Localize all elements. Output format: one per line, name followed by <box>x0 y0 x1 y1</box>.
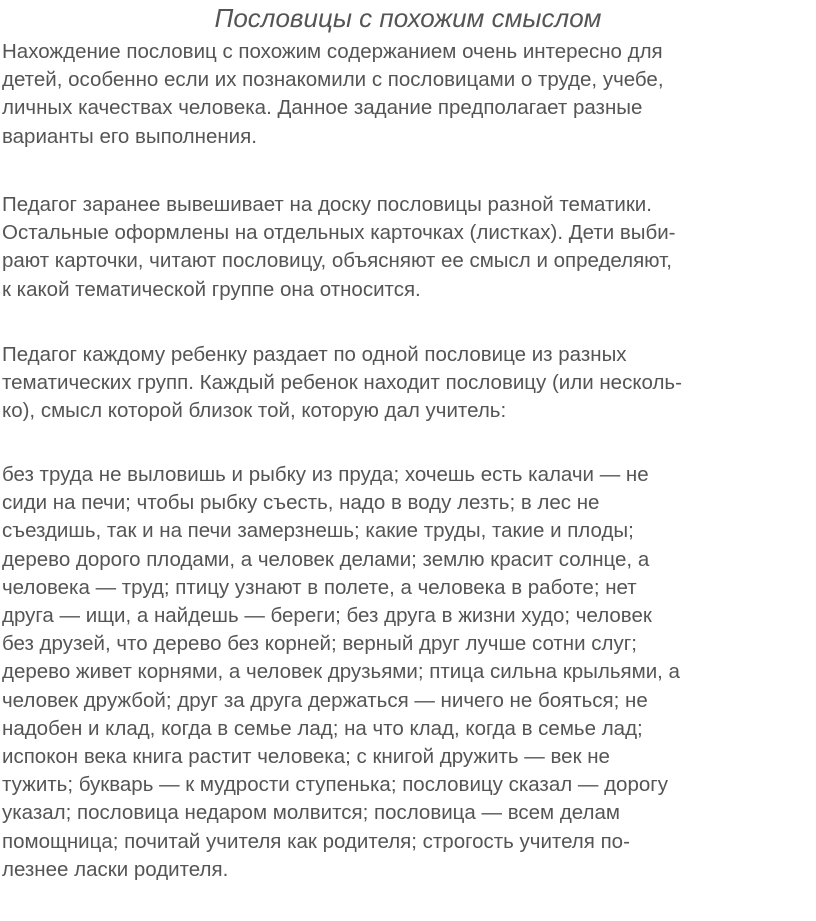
text-line: сиди на печи; чтобы рыбку съесть, надо в воду лезть; в лес не <box>2 491 600 515</box>
text-line: к какой тематической группе она относится. <box>2 277 421 301</box>
text-line: варианты его выполнения. <box>2 124 257 148</box>
text-line: испокон века книга растит человека; с книгой дружить — век не <box>2 745 610 769</box>
paragraph-variant-one <box>2 191 814 304</box>
paragraph-intro <box>2 38 814 151</box>
text-line: дерево дорого плодами, а человек делами; землю красит солнце, а <box>2 547 650 571</box>
text-line: тематических групп. Каждый ребенок находит пословицу (или несколь- <box>2 371 682 395</box>
page-title: Пословицы с похожим смыслом <box>214 3 602 33</box>
text-line: лезнее ласки родителя. <box>2 857 229 881</box>
paragraph-proverbs-list <box>2 461 814 884</box>
text-line: человека — труд; птицу узнают в полете, а человека в работе; нет <box>2 575 637 599</box>
text-line: надобен и клад, когда в семье лад; на что клад, когда в семье лад; <box>2 716 643 740</box>
text-line: рают карточки, читают пословицу, объясняют ее смысл и определяют, <box>2 249 672 273</box>
text-line: Остальные оформлены на отдельных карточках (листках). Дети выби- <box>2 221 676 245</box>
text-line: Педагог каждому ребенку раздает по одной пословице из разных <box>2 343 627 366</box>
text-line: тужить; букварь — к мудрости ступенька; пословицу сказал — дорогу <box>2 773 668 797</box>
text-line: личных качествах человека. Данное задание предполагает разные <box>2 96 643 120</box>
text-line: дерево живет корнями, а человек друзьями; птица сильна крыльями, а <box>2 660 680 684</box>
paragraph-variant-two <box>2 341 814 426</box>
text-line: Педагог заранее вывешивает на доску пословицы разной тематики. <box>2 193 652 216</box>
text-line: указал; пословица недаром молвится; пословица — всем делам <box>2 801 620 825</box>
text-line: съездишь, так и на печи замерзнешь; какие труды, такие и плоды; <box>2 519 634 543</box>
text-line: друга — ищи, а найдешь — береги; без друга в жизни худо; человек <box>2 604 652 628</box>
text-line: ко), смысл которой близок той, которую дал учитель: <box>2 399 507 423</box>
text-line: человек дружбой; друг за друга держаться — ничего не бояться; не <box>2 688 648 712</box>
text-line: без труда не выловишь и рыбку из пруда; хочешь есть калачи — не <box>2 463 649 486</box>
text-line: помощница; почитай учителя как родителя; строгость учителя по- <box>2 829 630 853</box>
text-line: Нахождение пословиц с похожим содержанием очень интересно для <box>2 40 663 63</box>
text-line: без друзей, что дерево без корней; верный друг лучше сотни слуг; <box>2 632 637 656</box>
text-line: детей, особенно если их познакомили с пословицами о труде, учебе, <box>2 68 664 92</box>
